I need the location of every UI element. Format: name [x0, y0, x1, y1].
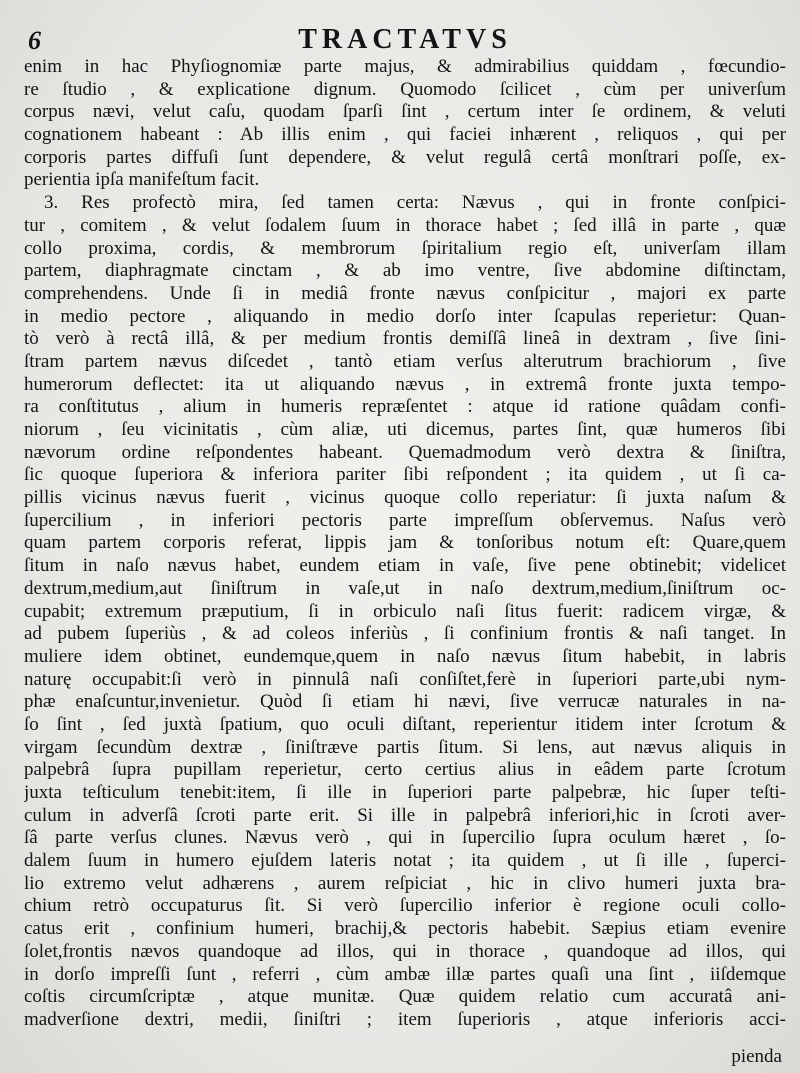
text-line: partem, diaphragmate cinctam , & ab imo ventre, ſive abdomine diſtinctam,	[24, 260, 786, 282]
text-line: comprehendens. Unde ſi in mediâ fronte nævus conſpicitur , majori ex parte	[24, 282, 786, 304]
text-line: collo proxima, cordis, & membrorum ſpiritalium regio eſt, univerſam illam	[24, 237, 786, 259]
text-line: lio extremo velut adhærens , aurem reſpiciat , hic in clivo humeri juxta bra-	[24, 872, 786, 894]
text-line: in medio pectore , aliquando in medio dorſo inter ſcapulas reperietur: Quan-	[24, 305, 786, 327]
text-line: pillis vicinus nævus fuerit , vicinus quoque collo reperiatur: ſi juxta naſum &	[24, 487, 786, 509]
text-line: in dorſo impreſſi ſunt , referri , cùm ambæ illæ partes quaſi una ſint , iiſdemque	[24, 963, 786, 985]
text-line: cognationem habeant : Ab illis enim , qui faciei inhærent , reliquos , qui per	[24, 124, 786, 146]
text-line: ſtram partem nævus diſcedet , tantò etiam verſus alterutrum brachiorum , ſive	[24, 350, 786, 372]
text-line: palpebrâ ſupra pupillam reperietur, certo certius alius in eâdem parte ſcrotum	[24, 759, 786, 781]
text-line: corporis partes diffuſi ſunt dependere, & velut regulâ certâ monſtrari poſſe, ex-	[24, 146, 786, 168]
text-line: coſtis circumſcriptæ , atque munitæ. Quæ quidem relatio cum accuratâ ani-	[24, 986, 786, 1008]
running-title: TRACTATVS	[298, 24, 512, 55]
text-line: ſâ parte verſus clunes. Nævus verò , qui in ſupercilio ſupra oculum hæret , ſo-	[24, 827, 786, 849]
text-line: perientia ipſa manifeſtum facit.	[24, 169, 260, 191]
text-line: culum in adverſâ ſcroti parte erit. Si ille in palpebrâ inferiori,hic in ſcroti aver-	[24, 804, 786, 826]
text-line: chium retrò occupaturus ſit. Si verò ſupercilio inferior è regione oculi collo-	[24, 895, 786, 917]
text-line: re ſtudio , & explicatione dignum. Quomodo ſcilicet , cùm per univerſum	[24, 78, 786, 100]
text-line: ſupercilium , in inferiori pectoris parte impreſſum obſervemus. Naſus verò	[24, 509, 786, 531]
text-line: niorum , ſeu vicinitatis , cùm aliæ, uti dicemus, partes ſint, quæ humeros ſibi	[24, 419, 786, 440]
text-line: tò verò à rectâ illâ, & per medium frontis demiſſâ lineâ in dextram , ſive ſini-	[24, 328, 786, 350]
text-line: dalem ſuum in humero ejuſdem lateris notat ; ita quidem , ut ſi ille , ſuperci-	[24, 850, 786, 872]
catchword: pienda	[731, 1046, 782, 1067]
page-header	[24, 22, 786, 56]
body-text	[24, 56, 786, 1032]
text-line: corpus nævi, velut caſu, quodam ſparſi ſint , certum inter ſe ordinem, & veluti	[24, 101, 786, 123]
text-line: ſitum in naſo nævus habet, eundem etiam in vaſe, ſive pene obtinebit; videlicet	[24, 555, 786, 577]
text-line: virgam ſecundùm dextræ , ſiniſtræve partis ſitum. Si lens, aut nævus aliquis in	[24, 736, 786, 758]
text-line: juxta teſticulum tenebit:item, ſi ille in ſuperiori parte palpebræ, hic ſuper teſti-	[24, 782, 786, 803]
page-number: 6	[28, 26, 41, 55]
text-line: madverſione dextri, medii, ſiniſtri ; item ſuperioris , atque inferioris acci-	[24, 1008, 786, 1030]
text-line: ad pubem ſuperiùs , & ad coleos inferiùs , ſi confinium frontis & naſi tanget. In	[24, 623, 786, 645]
text-line: ra conſtitutus , alium in humeris repræſentet : atque id ratione quâdam confi-	[24, 396, 786, 418]
text-line: phæ enaſcuntur,invenietur. Quòd ſi etiam hi nævi, ſive verrucæ naturales in na-	[24, 691, 786, 713]
text-line: nævorum ordine reſpondentes habeant. Quemadmodum verò dextra & ſiniſtra,	[24, 441, 786, 463]
text-line: ſo ſint , ſed juxtà ſpatium, quo oculi diſtant, reperientur itidem inter ſcrotum &	[24, 713, 786, 735]
text-line: ſolet,frontis nævos quandoque ad illos, qui in thorace , quandoque ad illos, qui	[24, 940, 786, 962]
text-line: ſic quoque ſuperiora & inferiora pariter ſibi reſpondent ; ita quidem , ut ſi ca-	[24, 464, 786, 486]
text-line: tur , comitem , & velut ſodalem ſuum in thorace habet ; ſed illâ in parte , quæ	[24, 214, 786, 236]
text-line: enim in hac Phyſiognomiæ parte majus, & admirabilius quiddam , fœcundio-	[24, 56, 786, 77]
text-line: quam partem corporis referat, lippis jam & tonſoribus notum eſt: Quare,quem	[24, 532, 786, 554]
text-line: muliere idem obtinet, eundemque,quem in naſo nævus ſitum habebit, in labris	[24, 645, 786, 667]
text-line: naturę occupabit:ſi verò in pinnulâ naſi conſiſtet,ferè in ſuperiori parte,ubi nym-	[24, 668, 786, 690]
text-line: catus erit , confinium humeri, brachij,& pectoris habebit. Sæpius etiam evenire	[24, 918, 786, 940]
text-line: cupabit; extremum præputium, ſi in orbiculo naſi ſitus fuerit: radicem virgæ, &	[24, 600, 786, 622]
text-line: humerorum deflectet: ita ut aliquando nævus , in extremâ fronte juxta tempo-	[24, 373, 786, 395]
text-line: 3. Res profectò mira, ſed tamen certa: Nævus , qui in fronte conſpici-	[44, 192, 786, 214]
text-line: dextrum,medium,aut ſiniſtrum in vaſe,ut in naſo dextrum,medium,ſiniſtrum oc-	[24, 577, 786, 599]
